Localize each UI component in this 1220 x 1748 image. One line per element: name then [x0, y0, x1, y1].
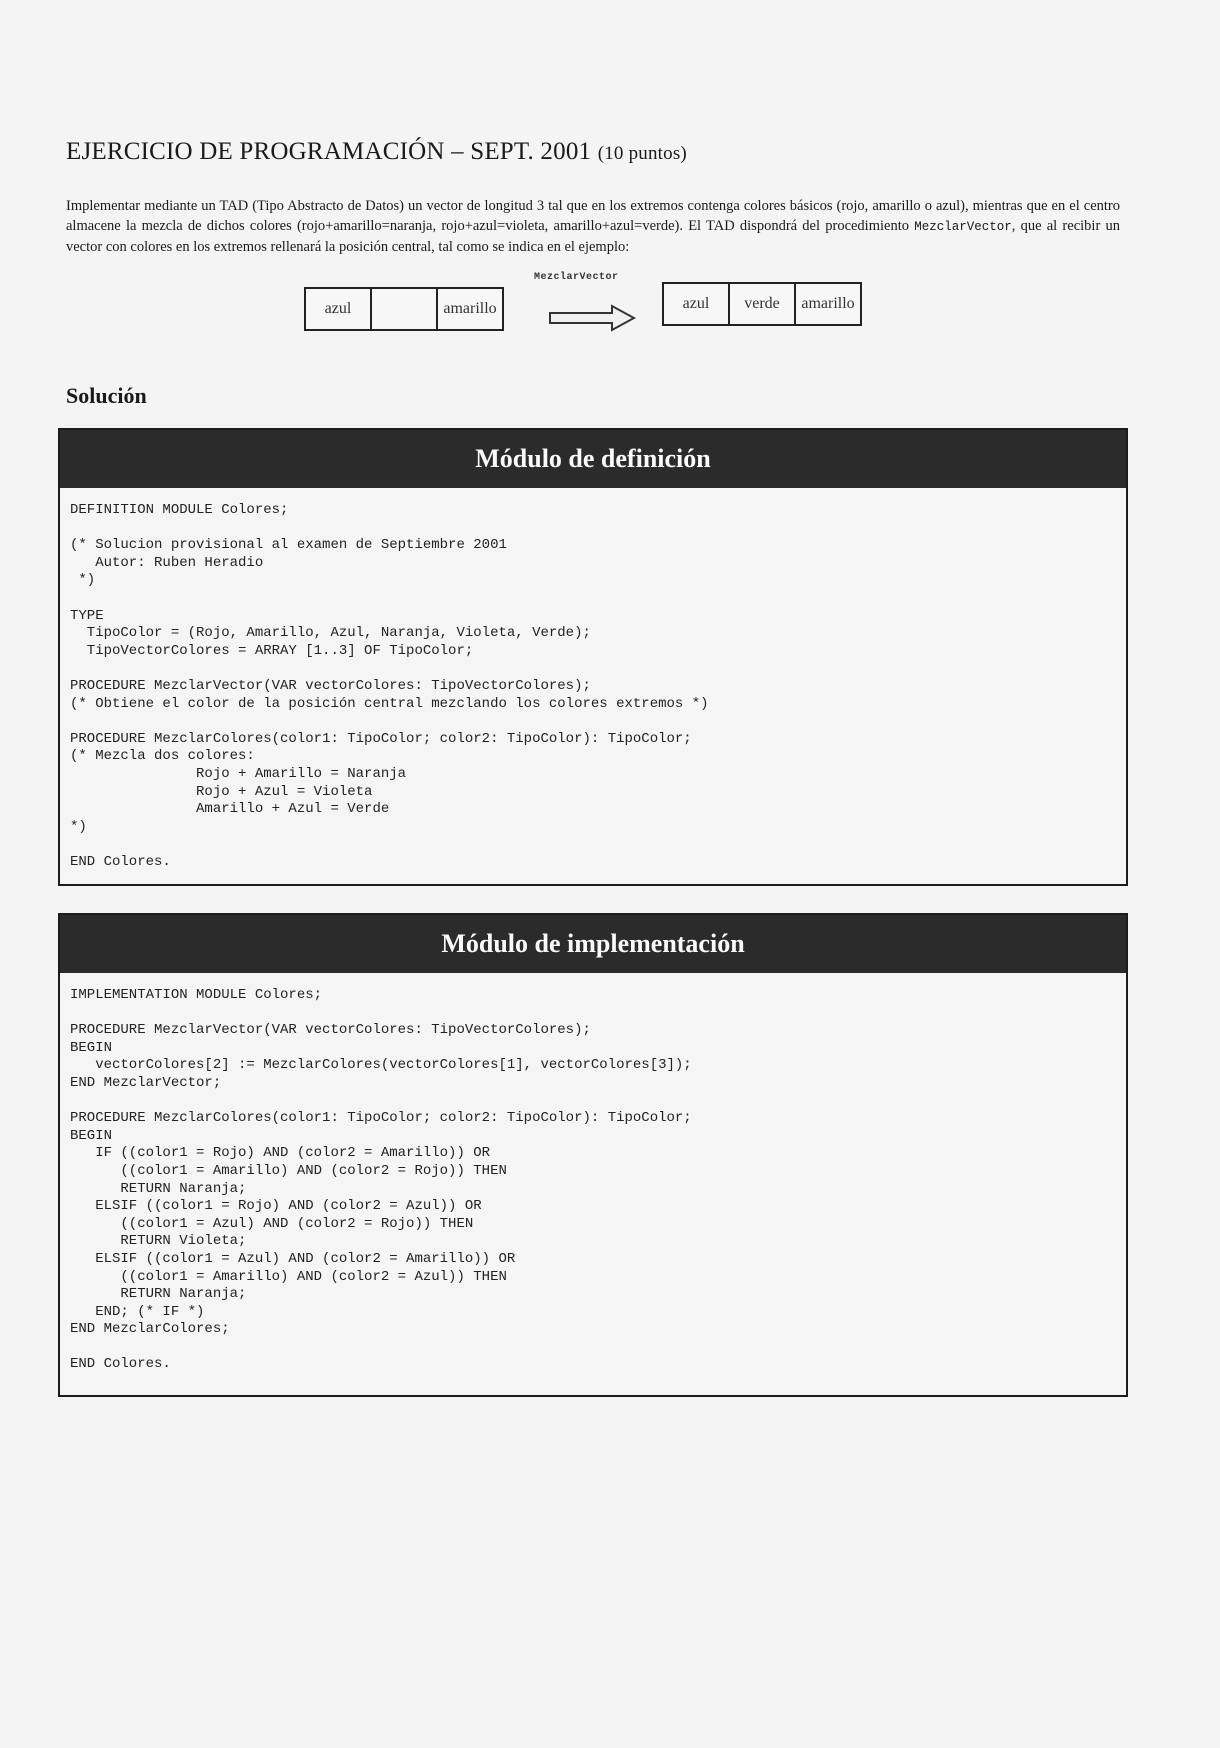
definition-module-title: Módulo de definición: [60, 430, 1126, 488]
vector-cell: verde: [730, 284, 796, 324]
vector-cell: [372, 289, 438, 329]
implementation-module-box: [58, 913, 1128, 1397]
arrow-label: MezclarVector: [534, 272, 619, 283]
statement-text-1: Implementar mediante un TAD (Tipo Abstracto de Datos) un vector de longitud 3 tal que en los extremos contenga colores básicos (rojo, amarillo o azul), mientras que en el centro almacene la mezcla de dichos colores (rojo+amarillo=naranja, rojo+azul=violeta, amarillo+azul=verde). El TAD dispondrá del procedimiento: [66, 198, 1120, 234]
definition-module-code: DEFINITION MODULE Colores; (* Solucion provisional al examen de Septiembre 2001 Autor: Ruben Heradio *) TYPE TipoColor = (Rojo, Amarillo, Azul, Naranja, Violeta, Verde); TipoVectorColores = ARRAY [1..3] OF TipoColor; PROCEDURE MezclarVector(VAR vectorColores: TipoVectorColores); (* Obtiene el color de la posición central mezclando los colores extremos *) PROCEDURE MezclarColores(color1: TipoColor; color2: TipoColor): TipoColor; (* Mezcla dos colores: Rojo + Amarillo = Naranja Rojo + Azul = Violeta Amarillo + Azul = Verde *) END Colores.: [70, 502, 709, 870]
right-arrow-icon: [548, 304, 638, 332]
solution-heading: Solución: [66, 383, 147, 408]
example-vector-after: [662, 282, 862, 326]
page-title: [66, 138, 687, 166]
implementation-module-code: IMPLEMENTATION MODULE Colores; PROCEDURE MezclarVector(VAR vectorColores: TipoVectorColores); BEGIN vectorColores[2] := MezclarColores(vectorColores[1], vectorColores[3]); END MezclarVector; PROCEDURE MezclarColores(color1: TipoColor; color2: TipoColor): TipoColor; BEGIN IF ((color1 = Rojo) AND (color2 = Amarillo)) OR ((color1 = Amarillo) AND (color2 = Rojo)) THEN RETURN Naranja; ELSIF ((color1 = Rojo) AND (color2 = Azul)) OR ((color1 = Azul) AND (color2 = Rojo)) THEN RETURN Violeta; ELSIF ((color1 = Azul) AND (color2 = Amarillo)) OR ((color1 = Amarillo) AND (color2 = Azul)) THEN RETURN Naranja; END; (* IF *) END MezclarColores; END Colores.: [70, 987, 692, 1373]
vector-cell: azul: [664, 284, 730, 324]
statement-text-2: , que al recibir un vector con colores en los extremos rellenará la posición central, tal como se indica en el ejemplo:: [66, 218, 1120, 255]
exam-points: (10 puntos): [597, 143, 687, 164]
example-vector-before: [304, 287, 504, 331]
definition-module-box: [58, 428, 1128, 886]
vector-cell: amarillo: [801, 295, 855, 312]
problem-statement: [66, 196, 1120, 257]
vector-cell: amarillo: [443, 300, 497, 317]
vector-cell: azul: [306, 289, 372, 329]
implementation-module-title: Módulo de implementación: [60, 915, 1126, 973]
exam-title: EJERCICIO DE PROGRAMACIÓN – SEPT. 2001: [66, 138, 592, 165]
procedure-name: MezclarVector: [914, 220, 1012, 234]
